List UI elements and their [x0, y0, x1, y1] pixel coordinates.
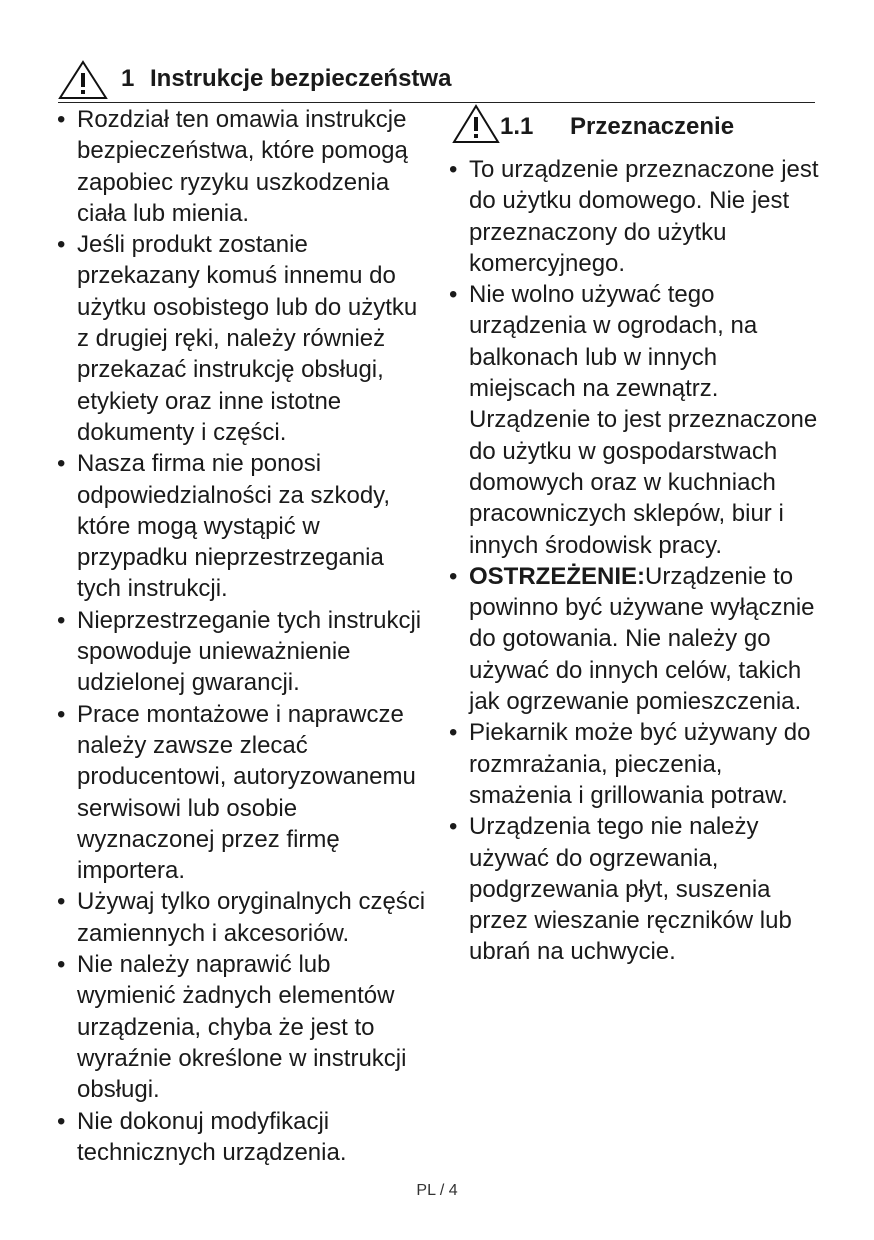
section-number: 1.1	[500, 113, 534, 140]
list-item: • Używaj tylko oryginalnych części zamiennych i akcesoriów.	[55, 886, 427, 949]
list-item: • Prace montażowe i naprawcze należy zawsze zlecać producentowi, autoryzowanemu serwisowi lub osobie wyznaczonej przez firmę importera.	[55, 699, 427, 887]
chapter-number: 1	[121, 65, 135, 92]
warning-triangle-icon	[452, 104, 500, 144]
section-header	[452, 104, 822, 146]
list-item: • Nie należy naprawić lub wymienić żadnych elementów urządzenia, chyba że jest to wyraźnie określone w instrukcji obsługi.	[55, 949, 427, 1105]
warning-text: Urządzenie to powinno być używane wyłącznie do gotowania. Nie należy go używać do innych celów, takich jak ogrzewanie pomieszczenia.	[469, 562, 815, 716]
list-item: • Nasza firma nie ponosi odpowiedzialności za szkody, które mogą wystąpić w przypadku nieprzestrzegania tych instrukcji.	[55, 448, 427, 604]
safety-instructions-list	[55, 104, 427, 1168]
left-column	[55, 104, 427, 1168]
list-item: • Urządzenia tego nie należy używać do ogrzewania, podgrzewania płyt, suszenia przez wieszanie ręczników lub ubrań na uchwycie.	[447, 811, 819, 967]
chapter-title: Instrukcje bezpieczeństwa	[150, 65, 452, 92]
warning-label: OSTRZEŻENIE:	[469, 562, 646, 590]
list-item: • Nie dokonuj modyfikacji technicznych urządzenia.	[55, 1106, 427, 1169]
list-item: • Nieprzestrzeganie tych instrukcji spowoduje unieważnienie udzielonej gwarancji.	[55, 605, 427, 699]
chapter-header	[58, 60, 815, 103]
warning-list-item	[447, 561, 819, 717]
page-number: PL / 4	[416, 1182, 458, 1199]
warning-triangle-icon	[58, 60, 108, 100]
list-item: • Nie wolno używać tego urządzenia w ogrodach, na balkonach lub w innych miejscach na zewnątrz. Urządzenie to jest przeznaczone do użytku w gospodarstwach domowych oraz w kuchniach pracowniczych sklepów, biur i innych środowisk pracy.	[447, 279, 819, 561]
section-title: Przeznaczenie	[570, 113, 735, 140]
list-item: • To urządzenie przeznaczone jest do użytku domowego. Nie jest przeznaczony do użytku komercyjnego.	[447, 154, 819, 279]
intended-use-list	[447, 154, 819, 968]
list-item: • Rozdział ten omawia instrukcje bezpieczeństwa, które pomogą zapobiec ryzyku uszkodzenia ciała lub mienia.	[55, 104, 427, 229]
right-column	[447, 154, 819, 968]
list-item: • Piekarnik może być używany do rozmrażania, pieczenia, smażenia i grillowania potraw.	[447, 717, 819, 811]
list-item: • Jeśli produkt zostanie przekazany komuś innemu do użytku osobistego lub do użytku z drugiej ręki, należy również przekazać instrukcję obsługi, etykiety oraz inne istotne dokumenty i części.	[55, 229, 427, 448]
